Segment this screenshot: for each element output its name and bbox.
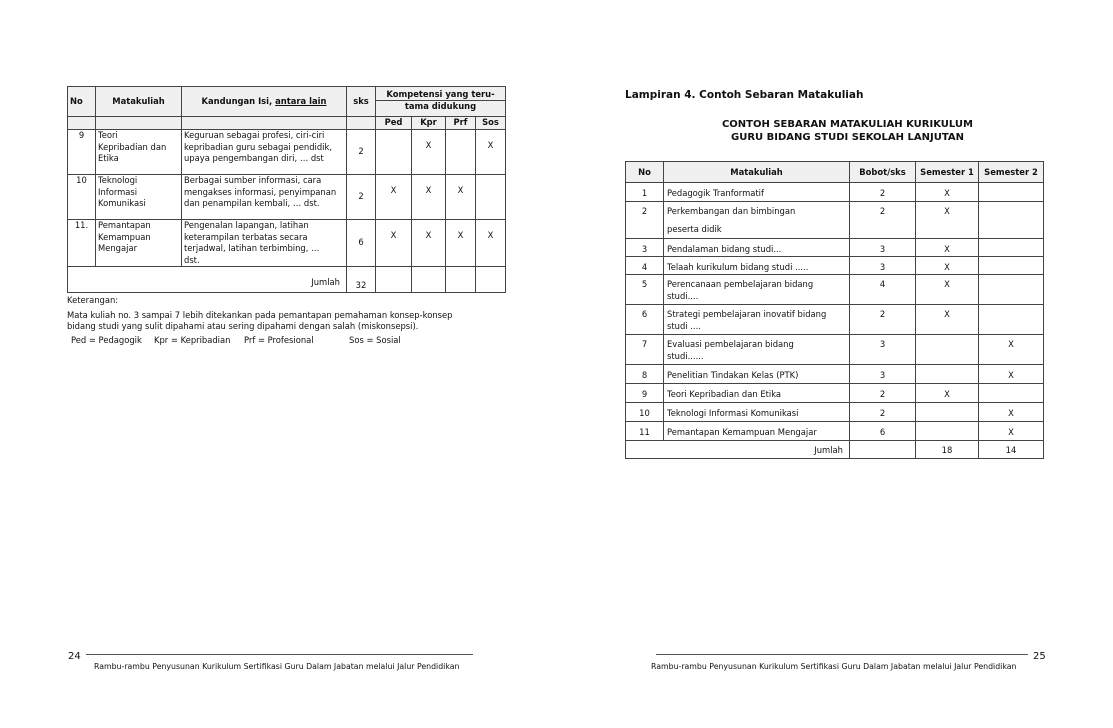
mk-line: peserta didik: [667, 224, 722, 234]
keterangan-line-1: Mata kuliah no. 3 sampai 7 lebih ditekankan pada pemantapan pemahaman konsep-konsep: [67, 310, 453, 320]
jumlah-row: [626, 441, 1044, 459]
row-no: 1: [626, 183, 664, 202]
row-matakuliah: [664, 365, 850, 384]
mk-line: Mengajar: [98, 243, 138, 253]
header-kandungan: [182, 87, 347, 117]
row-no: 8: [626, 365, 664, 384]
row-no: 4: [626, 257, 664, 275]
jumlah-empty: [476, 267, 506, 293]
row-semester-1: X: [916, 239, 979, 257]
row-no: 9: [68, 130, 96, 175]
row-bobot: 2: [850, 403, 916, 422]
row-kandungan: [182, 175, 347, 220]
row-sks: 6: [347, 220, 376, 267]
row-semester-1: X: [916, 183, 979, 202]
header-kompetensi-1: Kompetensi yang teru-: [376, 87, 506, 101]
row-matakuliah: [664, 239, 850, 257]
row-semester-2: [979, 239, 1044, 257]
row-semester-1: [916, 422, 979, 441]
header-kompetensi-2: tama didukung: [376, 101, 506, 117]
table-row: [626, 183, 1044, 202]
row-semester-1: X: [916, 257, 979, 275]
row-matakuliah: [96, 175, 182, 220]
row-semester-1: X: [916, 305, 979, 335]
row-sks: 2: [347, 175, 376, 220]
jumlah-bobot-empty: [850, 441, 916, 459]
row-no: 11: [626, 422, 664, 441]
mk-line: Pendalaman bidang studi...: [667, 244, 782, 254]
table-row: [626, 422, 1044, 441]
isi-line: terjadwal, latihan terbimbing, …: [184, 243, 320, 253]
legend-ped: Ped = Pedagogik: [71, 335, 142, 345]
row-semester-2: [979, 305, 1044, 335]
sebaran-table-body: [626, 183, 1044, 441]
jumlah-sks: 32: [347, 267, 376, 293]
legend-prf: Prf = Profesional: [244, 335, 314, 345]
header-matakuliah: Matakuliah: [96, 87, 182, 117]
jumlah-label: Jumlah: [626, 441, 850, 459]
jumlah-label: Jumlah: [68, 267, 347, 293]
row-semester-2: [979, 257, 1044, 275]
mk-line: Teori Kepribadian dan Etika: [667, 389, 782, 399]
row-prf: [446, 130, 476, 175]
row-bobot: 2: [850, 202, 916, 239]
row-ped: [376, 130, 412, 175]
table-row: [626, 403, 1044, 422]
row-semester-1: X: [916, 202, 979, 239]
mk-line: Pemantapan: [98, 220, 151, 230]
row-semester-1: [916, 365, 979, 384]
row-semester-1: [916, 335, 979, 365]
row-matakuliah: [96, 220, 182, 267]
jumlah-empty: [412, 267, 446, 293]
row-matakuliah: [664, 335, 850, 365]
row-matakuliah: [664, 384, 850, 403]
mk-line: Etika: [98, 153, 119, 163]
page-number-left: 24: [68, 651, 81, 662]
row-no: 2: [626, 202, 664, 239]
header-kandungan-cont: [182, 117, 347, 130]
mk-line: studi....: [667, 291, 699, 301]
row-bobot: 2: [850, 305, 916, 335]
header-matakuliah: Matakuliah: [664, 162, 850, 183]
table-row: [626, 239, 1044, 257]
row-bobot: 3: [850, 365, 916, 384]
row-no: 5: [626, 275, 664, 305]
row-sks: 2: [347, 130, 376, 175]
row-matakuliah: [664, 183, 850, 202]
sebaran-table: [625, 161, 1044, 459]
mk-line: Komunikasi: [98, 198, 146, 208]
row-bobot: 3: [850, 257, 916, 275]
mk-line: Telaah kurikulum bidang studi .....: [667, 262, 809, 272]
mk-line: Evaluasi pembelajaran bidang: [667, 339, 794, 349]
jumlah-semester-1: 18: [916, 441, 979, 459]
header-semester-1: Semester 1: [916, 162, 979, 183]
mk-line: Teori: [98, 130, 118, 140]
table-row: [626, 202, 1044, 239]
row-no: 7: [626, 335, 664, 365]
row-prf: X: [446, 220, 476, 267]
row-prf: X: [446, 175, 476, 220]
mk-line: Strategi pembelajaran inovatif bidang: [667, 309, 827, 319]
mk-line: Kemampuan: [98, 231, 151, 242]
row-kandungan: [182, 130, 347, 175]
table-row: [626, 335, 1044, 365]
isi-line: kepribadian guru sebagai pendidik,: [184, 141, 332, 152]
row-semester-2: X: [979, 422, 1044, 441]
row-matakuliah: [664, 202, 850, 239]
isi-line: dst.: [184, 254, 200, 265]
isi-line: Pengenalan lapangan, latihan: [184, 220, 309, 230]
row-semester-2: [979, 183, 1044, 202]
header-no: No: [68, 87, 96, 117]
lampiran-title: Lampiran 4. Contoh Sebaran Matakuliah: [625, 89, 864, 101]
table-row: [626, 384, 1044, 403]
header-semester-2: Semester 2: [979, 162, 1044, 183]
row-sos: X: [476, 220, 506, 267]
jumlah-empty: [446, 267, 476, 293]
row-bobot: 2: [850, 183, 916, 202]
row-bobot: 4: [850, 275, 916, 305]
mk-line: Informasi: [98, 186, 138, 197]
row-semester-2: X: [979, 365, 1044, 384]
row-no: 6: [626, 305, 664, 335]
footer-left: Rambu-rambu Penyusunan Kurikulum Sertifikasi Guru Dalam Jabatan melalui Jalur Pendidikan: [94, 662, 460, 671]
page-number-right: 25: [1033, 651, 1046, 662]
header-kandungan-text: Kandungan Isi,: [201, 95, 276, 106]
heading-1: CONTOH SEBARAN MATAKULIAH KURIKULUM: [721, 119, 974, 130]
isi-line: Keguruan sebagai profesi, ciri-ciri: [184, 130, 325, 140]
row-sos: [476, 175, 506, 220]
row-kpr: X: [412, 175, 446, 220]
footer-rule-left: [86, 654, 473, 655]
header-kpr: Kpr: [412, 117, 446, 130]
mk-line: Kepribadian dan: [98, 141, 167, 152]
header-prf: Prf: [446, 117, 476, 130]
row-bobot: 3: [850, 335, 916, 365]
row-no: 10: [68, 175, 96, 220]
jumlah-empty: [376, 267, 412, 293]
header-kandungan-underlined: antara lain: [275, 95, 327, 106]
row-no: 11.: [68, 220, 96, 267]
header-bobot: Bobot/sks: [850, 162, 916, 183]
row-sos: X: [476, 130, 506, 175]
isi-line: Berbagai sumber informasi, cara: [184, 175, 322, 185]
header-sos: Sos: [476, 117, 506, 130]
row-bobot: 6: [850, 422, 916, 441]
mk-line: Pemantapan Kemampuan Mengajar: [667, 427, 817, 437]
row-no: 3: [626, 239, 664, 257]
row-ped: X: [376, 220, 412, 267]
row-matakuliah: [664, 403, 850, 422]
mk-line: Penelitian Tindakan Kelas (PTK): [667, 370, 799, 380]
isi-line: mengakses informasi, penyimpanan: [184, 186, 337, 197]
table-row: [626, 365, 1044, 384]
footer-right: Rambu-rambu Penyusunan Kurikulum Sertifikasi Guru Dalam Jabatan melalui Jalur Pendidikan: [651, 662, 1017, 671]
isi-line: dan penampilan kembali, … dst.: [184, 198, 320, 208]
header-ped: Ped: [376, 117, 412, 130]
table-row: [626, 257, 1044, 275]
header-sks-cont: [347, 117, 376, 130]
table-row: [68, 220, 506, 267]
row-ped: X: [376, 175, 412, 220]
isi-line: upaya pengembangan diri, … dst: [184, 153, 324, 163]
header-no-cont: [68, 117, 96, 130]
row-bobot: 2: [850, 384, 916, 403]
row-semester-1: X: [916, 275, 979, 305]
row-kpr: X: [412, 130, 446, 175]
legend-sos: Sos = Sosial: [349, 335, 401, 345]
table-row: [626, 275, 1044, 305]
table-row: [68, 175, 506, 220]
row-no: 9: [626, 384, 664, 403]
row-kpr: X: [412, 220, 446, 267]
row-matakuliah: [664, 275, 850, 305]
row-semester-2: [979, 384, 1044, 403]
row-semester-1: X: [916, 384, 979, 403]
jumlah-semester-2: 14: [979, 441, 1044, 459]
left-competency-table: [67, 86, 506, 293]
mk-line: Perkembangan dan bimbingan: [667, 206, 796, 216]
mk-line: Teknologi Informasi Komunikasi: [667, 408, 799, 418]
header-matakuliah-cont: [96, 117, 182, 130]
table-row: [626, 305, 1044, 335]
keterangan-line-2: bidang studi yang sulit dipahami atau sering dipahami dengan salah (miskonsepsi).: [67, 321, 419, 331]
mk-line: studi ....: [667, 321, 701, 331]
row-semester-2: X: [979, 335, 1044, 365]
row-kandungan: [182, 220, 347, 267]
mk-line: studi......: [667, 351, 704, 361]
mk-line: Perencanaan pembelajaran bidang: [667, 279, 814, 289]
row-matakuliah: [96, 130, 182, 175]
row-semester-2: [979, 275, 1044, 305]
jumlah-row: [68, 267, 506, 293]
row-semester-2: [979, 202, 1044, 239]
row-semester-1: [916, 403, 979, 422]
row-semester-2: X: [979, 403, 1044, 422]
row-matakuliah: [664, 422, 850, 441]
keterangan-title: Keterangan:: [67, 295, 119, 305]
row-matakuliah: [664, 305, 850, 335]
header-sks: sks: [347, 87, 376, 117]
table-row: [68, 130, 506, 175]
header-no: No: [626, 162, 664, 183]
row-no: 10: [626, 403, 664, 422]
legend-kpr: Kpr = Kepribadian: [154, 335, 231, 345]
heading-2: GURU BIDANG STUDI SEKOLAH LANJUTAN: [731, 132, 964, 143]
mk-line: Teknologi: [98, 175, 138, 185]
row-bobot: 3: [850, 239, 916, 257]
isi-line: keterampilan terbatas secara: [184, 231, 308, 242]
row-matakuliah: [664, 257, 850, 275]
footer-rule-right: [656, 654, 1028, 655]
mk-line: Pedagogik Tranformatif: [667, 188, 764, 198]
